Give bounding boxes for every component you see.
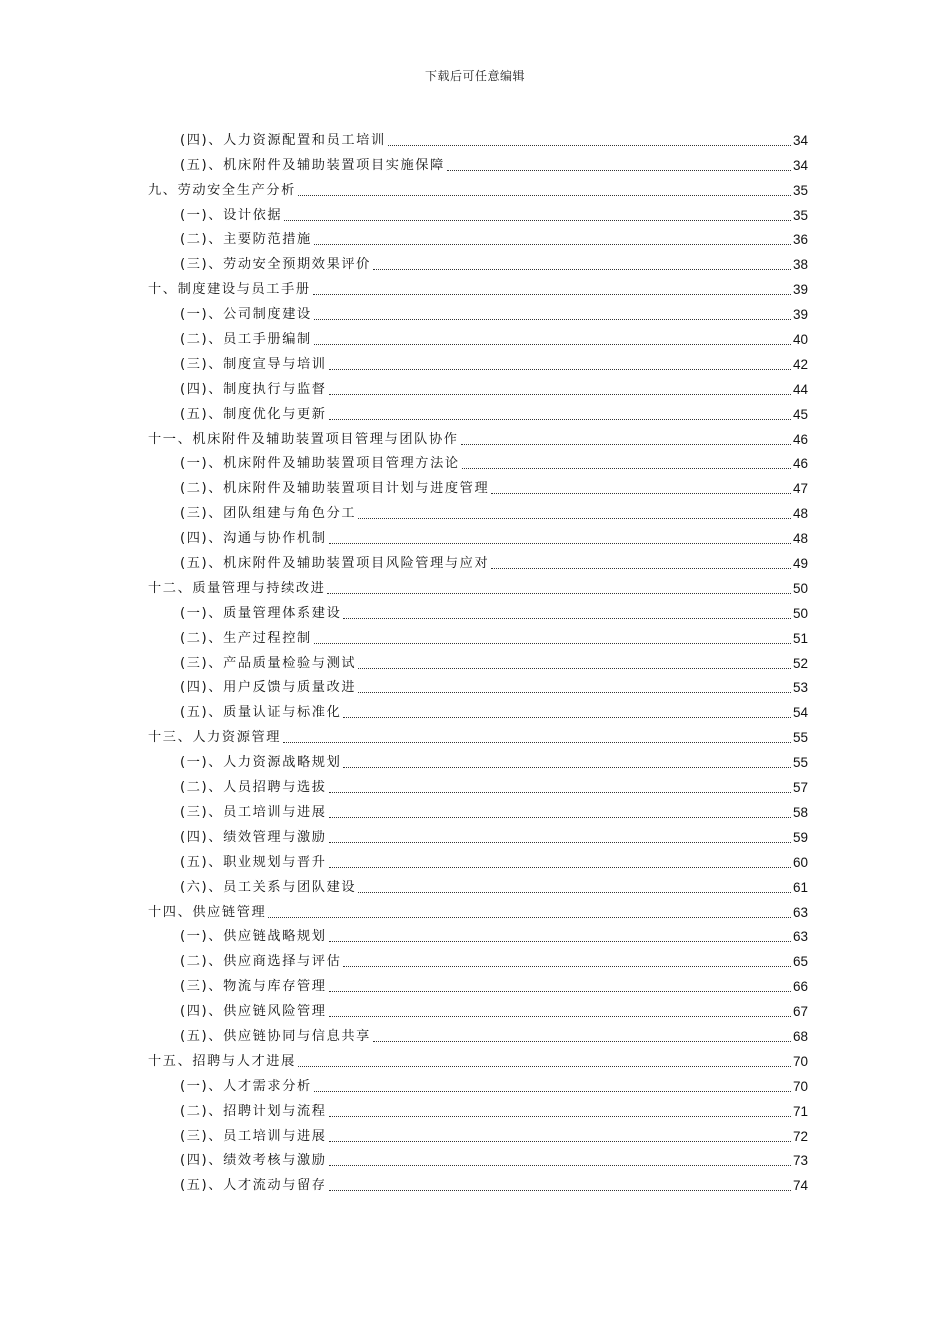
toc-page-number: 70 <box>792 1078 808 1094</box>
toc-entry-label: (二)、人员招聘与选拔 <box>180 780 327 796</box>
toc-section-entry[interactable] <box>148 200 808 225</box>
toc-dot-leader <box>268 917 791 918</box>
toc-entry-label: (一)、公司制度建设 <box>180 307 312 323</box>
toc-dot-leader <box>343 767 791 768</box>
toc-entry-label: (二)、机床附件及辅助装置项目计划与进度管理 <box>180 481 490 497</box>
toc-page-number: 34 <box>792 132 808 148</box>
toc-section-entry[interactable] <box>148 797 808 822</box>
toc-section-entry[interactable] <box>148 747 808 772</box>
toc-entry-label: (二)、主要防范措施 <box>180 232 312 248</box>
toc-entry-label: 十、制度建设与员工手册 <box>148 282 311 298</box>
toc-entry-label: 十二、质量管理与持续改进 <box>148 580 326 596</box>
toc-entry-label: (一)、人力资源战略规划 <box>180 755 342 771</box>
toc-entry-label: (六)、员工关系与团队建设 <box>180 879 357 895</box>
toc-chapter-entry[interactable] <box>148 1046 808 1071</box>
toc-entry-label: (五)、制度优化与更新 <box>180 406 327 422</box>
toc-page-number: 36 <box>792 232 808 248</box>
toc-dot-leader <box>491 493 791 494</box>
toc-page-number: 38 <box>792 257 808 273</box>
toc-section-entry[interactable] <box>148 772 808 797</box>
toc-chapter-entry[interactable] <box>148 897 808 922</box>
toc-entry-label: (二)、员工手册编制 <box>180 332 312 348</box>
toc-entry-label: (一)、设计依据 <box>180 207 283 223</box>
toc-page-number: 63 <box>792 929 808 945</box>
toc-section-entry[interactable] <box>148 822 808 847</box>
toc-dot-leader <box>313 294 791 295</box>
toc-section-entry[interactable] <box>148 299 808 324</box>
toc-section-entry[interactable] <box>148 946 808 971</box>
toc-section-entry[interactable] <box>148 1096 808 1121</box>
toc-dot-leader <box>461 444 791 445</box>
toc-page-number: 57 <box>792 780 808 796</box>
toc-page-number: 50 <box>792 580 808 596</box>
toc-entry-label: (四)、沟通与协作机制 <box>180 531 327 547</box>
toc-entry-label: (三)、团队组建与角色分工 <box>180 506 357 522</box>
toc-page-number: 55 <box>792 730 808 746</box>
toc-entry-label: 十五、招聘与人才进展 <box>148 1053 296 1069</box>
toc-dot-leader <box>329 817 791 818</box>
toc-section-entry[interactable] <box>148 498 808 523</box>
toc-page-number: 52 <box>792 655 808 671</box>
toc-page-number: 39 <box>792 282 808 298</box>
page-header: 下载后可任意编辑 <box>424 69 525 83</box>
toc-entry-label: 十一、机床附件及辅助装置项目管理与团队协作 <box>148 431 459 447</box>
toc-dot-leader <box>314 1091 791 1092</box>
toc-section-entry[interactable] <box>148 473 808 498</box>
toc-page-number: 53 <box>792 680 808 696</box>
toc-page-number: 46 <box>792 431 808 447</box>
toc-dot-leader <box>329 941 791 942</box>
toc-dot-leader <box>329 1165 791 1166</box>
toc-section-entry[interactable] <box>148 598 808 623</box>
toc-entry-label: (四)、人力资源配置和员工培训 <box>180 132 386 148</box>
toc-dot-leader <box>373 269 791 270</box>
toc-dot-leader <box>283 742 791 743</box>
toc-page-number: 42 <box>792 356 808 372</box>
toc-section-entry[interactable] <box>148 673 808 698</box>
toc-section-entry[interactable] <box>148 548 808 573</box>
toc-page-number: 35 <box>792 182 808 198</box>
toc-dot-leader <box>329 543 791 544</box>
toc-page-number: 44 <box>792 381 808 397</box>
toc-entry-label: (五)、职业规划与晋升 <box>180 854 327 870</box>
toc-page-number: 70 <box>792 1053 808 1069</box>
toc-dot-leader <box>343 717 791 718</box>
toc-dot-leader <box>329 792 791 793</box>
toc-dot-leader <box>491 568 791 569</box>
toc-section-entry[interactable] <box>148 996 808 1021</box>
toc-dot-leader <box>329 867 791 868</box>
toc-dot-leader <box>358 518 791 519</box>
toc-dot-leader <box>462 468 791 469</box>
toc-section-entry[interactable] <box>148 125 808 150</box>
toc-entry-label: (三)、员工培训与进展 <box>180 1128 327 1144</box>
toc-page-number: 61 <box>792 879 808 895</box>
toc-page-number: 66 <box>792 979 808 995</box>
toc-entry-label: 十三、人力资源管理 <box>148 730 282 746</box>
toc-section-entry[interactable] <box>148 523 808 548</box>
toc-section-entry[interactable] <box>148 349 808 374</box>
toc-dot-leader <box>329 991 791 992</box>
toc-entry-label: (二)、生产过程控制 <box>180 630 312 646</box>
toc-dot-leader <box>329 1141 791 1142</box>
toc-page-number: 63 <box>792 904 808 920</box>
toc-entry-label: (一)、质量管理体系建设 <box>180 605 342 621</box>
toc-page-number: 45 <box>792 406 808 422</box>
toc-entry-label: (三)、产品质量检验与测试 <box>180 655 357 671</box>
toc-section-entry[interactable] <box>148 1071 808 1096</box>
toc-dot-leader <box>329 369 791 370</box>
toc-section-entry[interactable] <box>148 1146 808 1171</box>
toc-page-number: 54 <box>792 705 808 721</box>
toc-page-number: 55 <box>792 755 808 771</box>
toc-page-number: 49 <box>792 556 808 572</box>
toc-chapter-entry[interactable] <box>148 573 808 598</box>
toc-entry-label: (一)、机床附件及辅助装置项目管理方法论 <box>180 456 460 472</box>
toc-page-number: 65 <box>792 954 808 970</box>
toc-dot-leader <box>329 394 791 395</box>
toc-page-number: 58 <box>792 804 808 820</box>
toc-page-number: 51 <box>792 630 808 646</box>
toc-dot-leader <box>314 319 791 320</box>
toc-dot-leader <box>358 692 791 693</box>
toc-dot-leader <box>329 419 791 420</box>
toc-entry-label: (三)、制度宣导与培训 <box>180 356 327 372</box>
toc-section-entry[interactable] <box>148 225 808 250</box>
toc-page-number: 48 <box>792 531 808 547</box>
toc-page-number: 74 <box>792 1178 808 1194</box>
toc-section-entry[interactable] <box>148 150 808 175</box>
toc-page-number: 35 <box>792 207 808 223</box>
toc-section-entry[interactable] <box>148 449 808 474</box>
toc-entry-label: 九、劳动安全生产分析 <box>148 182 296 198</box>
toc-section-entry[interactable] <box>148 1170 808 1195</box>
toc-dot-leader <box>343 618 791 619</box>
toc-page-number: 73 <box>792 1153 808 1169</box>
toc-entry-label: (五)、机床附件及辅助装置项目实施保障 <box>180 157 445 173</box>
toc-chapter-entry[interactable] <box>148 424 808 449</box>
toc-page-number: 34 <box>792 157 808 173</box>
toc-section-entry[interactable] <box>148 1021 808 1046</box>
toc-dot-leader <box>298 195 791 196</box>
toc-entry-label: (四)、用户反馈与质量改进 <box>180 680 357 696</box>
toc-dot-leader <box>329 842 791 843</box>
toc-section-entry[interactable] <box>148 847 808 872</box>
toc-page-number: 48 <box>792 506 808 522</box>
toc-section-entry[interactable] <box>148 623 808 648</box>
toc-chapter-entry[interactable] <box>148 175 808 200</box>
toc-page-number: 39 <box>792 307 808 323</box>
toc-dot-leader <box>314 244 791 245</box>
table-of-contents <box>148 125 808 1195</box>
toc-entry-label: (一)、人才需求分析 <box>180 1078 312 1094</box>
toc-entry-label: (三)、物流与库存管理 <box>180 979 327 995</box>
toc-chapter-entry[interactable] <box>148 722 808 747</box>
toc-dot-leader <box>298 1066 791 1067</box>
toc-dot-leader <box>329 1116 791 1117</box>
toc-dot-leader <box>388 145 791 146</box>
toc-entry-label: (四)、绩效管理与激励 <box>180 829 327 845</box>
toc-dot-leader <box>447 170 791 171</box>
toc-section-entry[interactable] <box>148 1121 808 1146</box>
toc-entry-label: (五)、质量认证与标准化 <box>180 705 342 721</box>
toc-entry-label: (二)、供应商选择与评估 <box>180 954 342 970</box>
toc-section-entry[interactable] <box>148 697 808 722</box>
toc-page-number: 40 <box>792 332 808 348</box>
toc-dot-leader <box>343 966 791 967</box>
toc-page-number: 71 <box>792 1103 808 1119</box>
toc-dot-leader <box>373 1041 791 1042</box>
toc-page-number: 72 <box>792 1128 808 1144</box>
toc-section-entry[interactable] <box>148 374 808 399</box>
toc-entry-label: (四)、绩效考核与激励 <box>180 1153 327 1169</box>
toc-dot-leader <box>358 892 791 893</box>
toc-page-number: 47 <box>792 481 808 497</box>
toc-page-number: 68 <box>792 1028 808 1044</box>
toc-section-entry[interactable] <box>148 922 808 947</box>
toc-dot-leader <box>329 1016 791 1017</box>
toc-page-number: 59 <box>792 829 808 845</box>
toc-dot-leader <box>329 1190 791 1191</box>
toc-dot-leader <box>314 344 791 345</box>
toc-entry-label: (五)、机床附件及辅助装置项目风险管理与应对 <box>180 556 490 572</box>
toc-section-entry[interactable] <box>148 971 808 996</box>
toc-entry-label: (三)、劳动安全预期效果评价 <box>180 257 371 273</box>
toc-entry-label: (五)、人才流动与留存 <box>180 1178 327 1194</box>
toc-section-entry[interactable] <box>148 872 808 897</box>
toc-entry-label: (二)、招聘计划与流程 <box>180 1103 327 1119</box>
toc-page-number: 46 <box>792 456 808 472</box>
toc-entry-label: (四)、制度执行与监督 <box>180 381 327 397</box>
toc-section-entry[interactable] <box>148 648 808 673</box>
toc-entry-label: (一)、供应链战略规划 <box>180 929 327 945</box>
toc-page-number: 67 <box>792 1004 808 1020</box>
toc-entry-label: 十四、供应链管理 <box>148 904 267 920</box>
toc-section-entry[interactable] <box>148 324 808 349</box>
toc-dot-leader <box>314 643 791 644</box>
toc-section-entry[interactable] <box>148 249 808 274</box>
toc-page-number: 60 <box>792 854 808 870</box>
toc-entry-label: (四)、供应链风险管理 <box>180 1004 327 1020</box>
toc-dot-leader <box>358 668 791 669</box>
toc-chapter-entry[interactable] <box>148 274 808 299</box>
toc-section-entry[interactable] <box>148 399 808 424</box>
toc-entry-label: (三)、员工培训与进展 <box>180 804 327 820</box>
toc-dot-leader <box>284 220 791 221</box>
toc-dot-leader <box>327 593 791 594</box>
toc-entry-label: (五)、供应链协同与信息共享 <box>180 1028 371 1044</box>
toc-page-number: 50 <box>792 605 808 621</box>
